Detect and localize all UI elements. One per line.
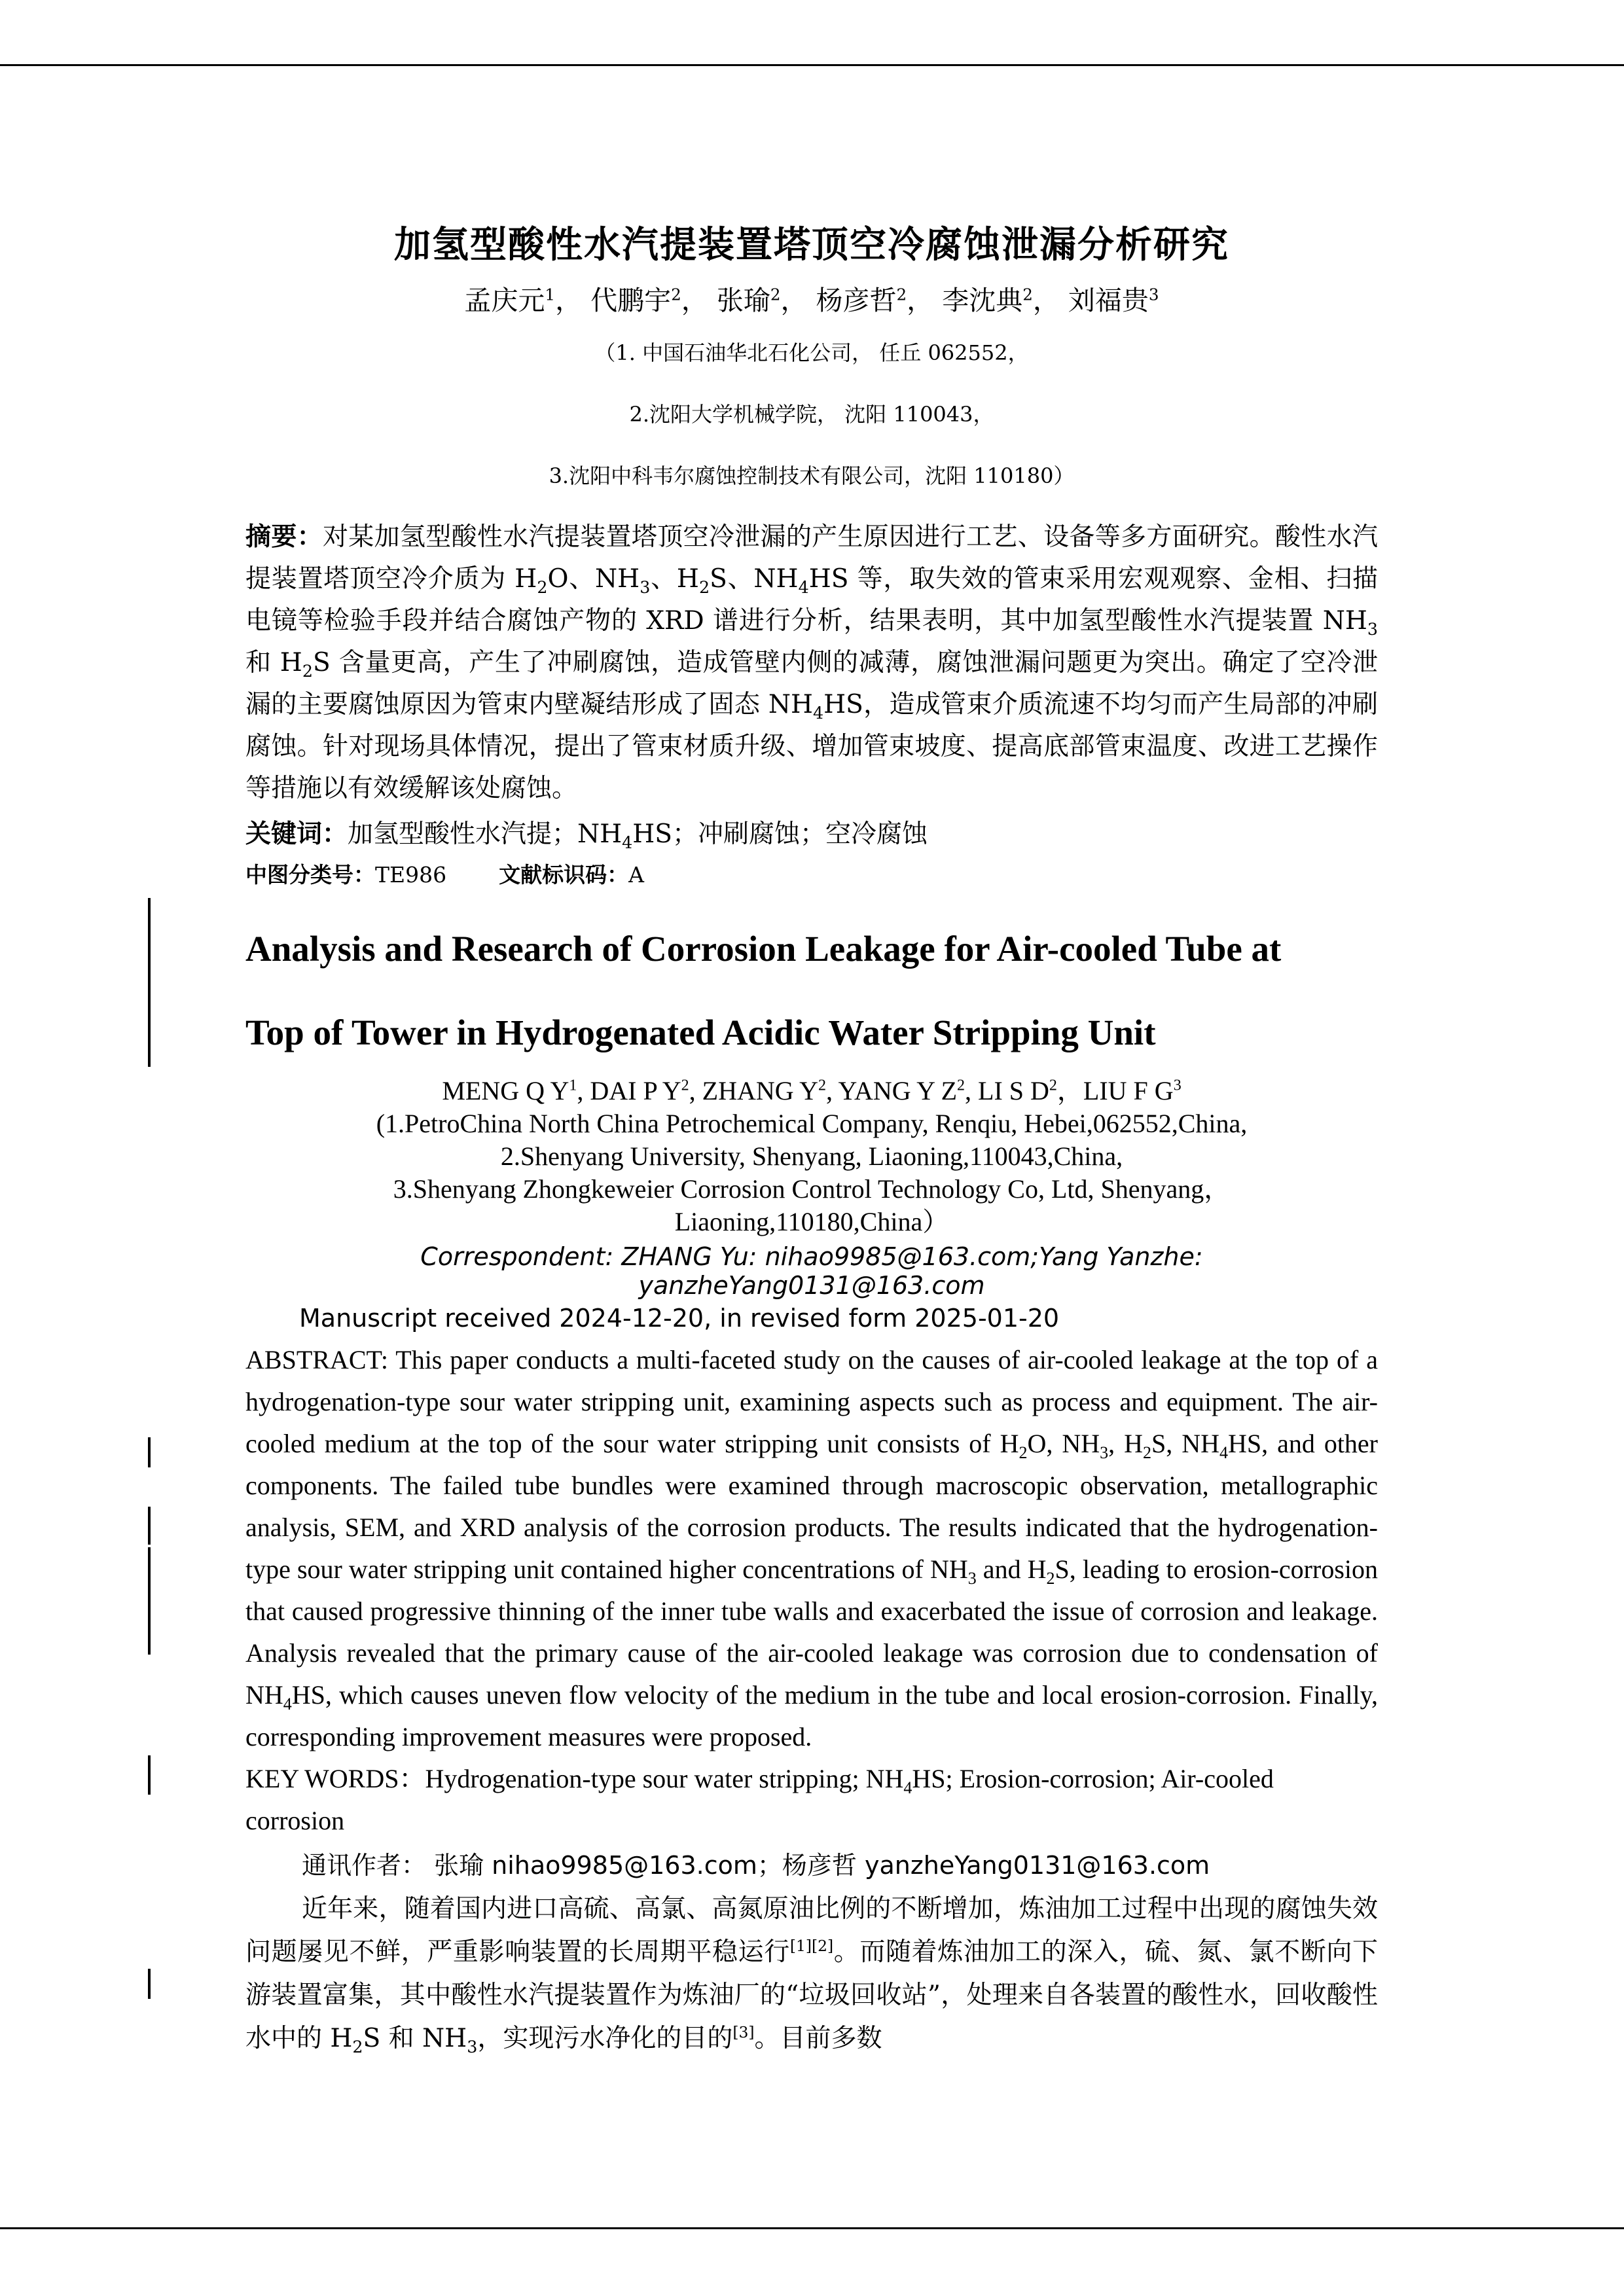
author: 代鹏宇$^2$， bbox=[590, 285, 708, 316]
classification-line: 中图分类号：TE986 文献标识码：A bbox=[245, 862, 644, 888]
citation[interactable]: [1][2] bbox=[789, 1937, 834, 1955]
manuscript-dates: Manuscript received 2024-12-20, in revised form 2025-01-20 bbox=[299, 1304, 1060, 1333]
keywords-label: 关键词： bbox=[245, 819, 348, 849]
chinese-affiliations bbox=[245, 332, 1378, 497]
correspondent-line: Correspondent: ZHANG Yu: nihao9985@163.com;Yang Yanzhe: yanzheYang0131@163.com bbox=[420, 1242, 1203, 1300]
change-bar bbox=[148, 1437, 151, 1467]
affiliation-line: 2.沈阳大学机械学院， 沈阳 110043， bbox=[629, 402, 994, 427]
paper-page bbox=[245, 196, 1378, 2060]
change-bar bbox=[148, 898, 151, 1067]
english-abstract: ABSTRACT: This paper conducts a multi-faceted study on the causes of air-cooled leakage at the top of a hydrogenation-type sour water stripping unit, examining aspects such as process and equipment. The air-cooled medium at the top of the sour water stripping unit consists of $H_2O$, $NH_3$, $H_2S$, $NH_4HS$, and other components. The failed tube bundles were examined through macroscopic observation, metallographic analysis, SEM, and XRD analysis of the corrosion products. The results indicated that the hydrogenation-type sour water stripping unit contained higher concentrations of $NH_3$ and $H_2S$, leading to erosion-corrosion that caused progressive thinning of the inner tube walls and exacerbated the issue of corrosion and leakage. Analysis revealed that the primary cause of the air-cooled leakage was corrosion due to condensation of $NH_4HS$, which causes uneven flow velocity of the medium in the tube and local erosion-corrosion. Finally, corresponding improvement measures were proposed. bbox=[245, 1345, 1379, 1751]
author: 刘福贵$^3$ bbox=[1068, 285, 1159, 316]
author: 李沈典$^2$， bbox=[942, 285, 1060, 316]
change-bar bbox=[148, 1969, 151, 1999]
affiliation-line: 3.沈阳中科韦尔腐蚀控制技术有限公司，沈阳 110180） bbox=[549, 463, 1075, 488]
author: 张瑜$^2$， bbox=[716, 285, 808, 316]
author: 孟庆元$^1$， bbox=[464, 285, 583, 316]
header-rule bbox=[0, 64, 1624, 66]
citation[interactable]: [3] bbox=[732, 2023, 755, 2041]
english-keywords: KEY WORDS：Hydrogenation-type sour water stripping; $NH_4HS$; Erosion-corrosion; Air-cooled corrosion bbox=[245, 1764, 1274, 1835]
english-title: Analysis and Research of Corrosion Leakage for Air-cooled Tube at Top of Tower in Hydrogenated Acidic Water Stripping Unit bbox=[245, 929, 1282, 1052]
chinese-keywords: 关键词：加氢型酸性水汽提；$NH_4HS$；冲刷腐蚀；空冷腐蚀 bbox=[245, 819, 928, 852]
abstract-label: 摘要： bbox=[245, 522, 323, 552]
change-bar bbox=[148, 1755, 151, 1795]
introduction-paragraph: 近年来，随着国内进口高硫、高氯、高氮原油比例的不断增加，炼油加工过程中出现的腐蚀失效问题屡见不鲜，严重影响装置的长周期平稳运行[1][2]。而随着炼油加工的深入，硫、氮、氯不断向下游装置富集，其中酸性水汽提装置作为炼油厂的“垃圾回收站”，处理来自各装置的酸性水，回收酸性水中的 $H_2S$ 和 $NH_3$，实现污水净化的目的[3]。目前多数 bbox=[245, 1894, 1378, 2056]
english-authors: MENG Q $Y^1$, DAI P $Y^2$, ZHANG $Y^2$, YANG Y $Z^2$, LI S $D^2$，LIU F $G^3$ bbox=[442, 1076, 1182, 1105]
change-bar bbox=[148, 1547, 151, 1655]
footer-rule bbox=[0, 2227, 1624, 2229]
contact-author: 通讯作者： 张瑜 nihao9985@163.com；杨彦哲 yanzheYang0131@163.com bbox=[302, 1851, 1210, 1880]
affiliation-line: （1. 中国石油华北石化公司， 任丘 062552， bbox=[594, 340, 1029, 365]
author: 杨彦哲$^2$， bbox=[816, 285, 934, 316]
chinese-authors bbox=[245, 279, 1378, 317]
english-affiliations: (1.PetroChina North China Petrochemical Company, Renqiu, Hebei,062552,China, 2.Shenyang University, Shenyang, Liaoning,110043,China, 3.Shenyang Zhongkeweier Corrosion Control Technology Co, Ltd, Shenyang， Liaoning,110180,China） bbox=[376, 1109, 1248, 1236]
change-bar bbox=[148, 1507, 151, 1545]
chinese-abstract: 摘要：对某加氢型酸性水汽提装置塔顶空冷泄漏的产生原因进行工艺、设备等多方面研究。酸性水汽提装置塔顶空冷介质为 $H_2O$、$NH_3$、$H_2S$、$NH_4HS$ 等，取失效的管束采用宏观观察、金相、扫描电镜等检验手段并结合腐蚀产物的 XRD 谱进行分析，结果表明，其中加氢型酸性水汽提装置 $NH_3$和 $H_2S$ 含量更高，产生了冲刷腐蚀，造成管壁内侧的减薄，腐蚀泄漏问题更为突出。确定了空冷泄漏的主要腐蚀原因为管束内壁凝结形成了固态 $NH_4HS$，造成管束介质流速不均匀而产生局部的冲刷腐蚀。针对现场具体情况，提出了管束材质升级、增加管束坡度、提高底部管束温度、改进工艺操作等措施以有效缓解该处腐蚀。 bbox=[245, 522, 1379, 803]
chinese-title: 加氢型酸性水汽提装置塔顶空冷腐蚀泄漏分析研究 bbox=[394, 223, 1229, 266]
